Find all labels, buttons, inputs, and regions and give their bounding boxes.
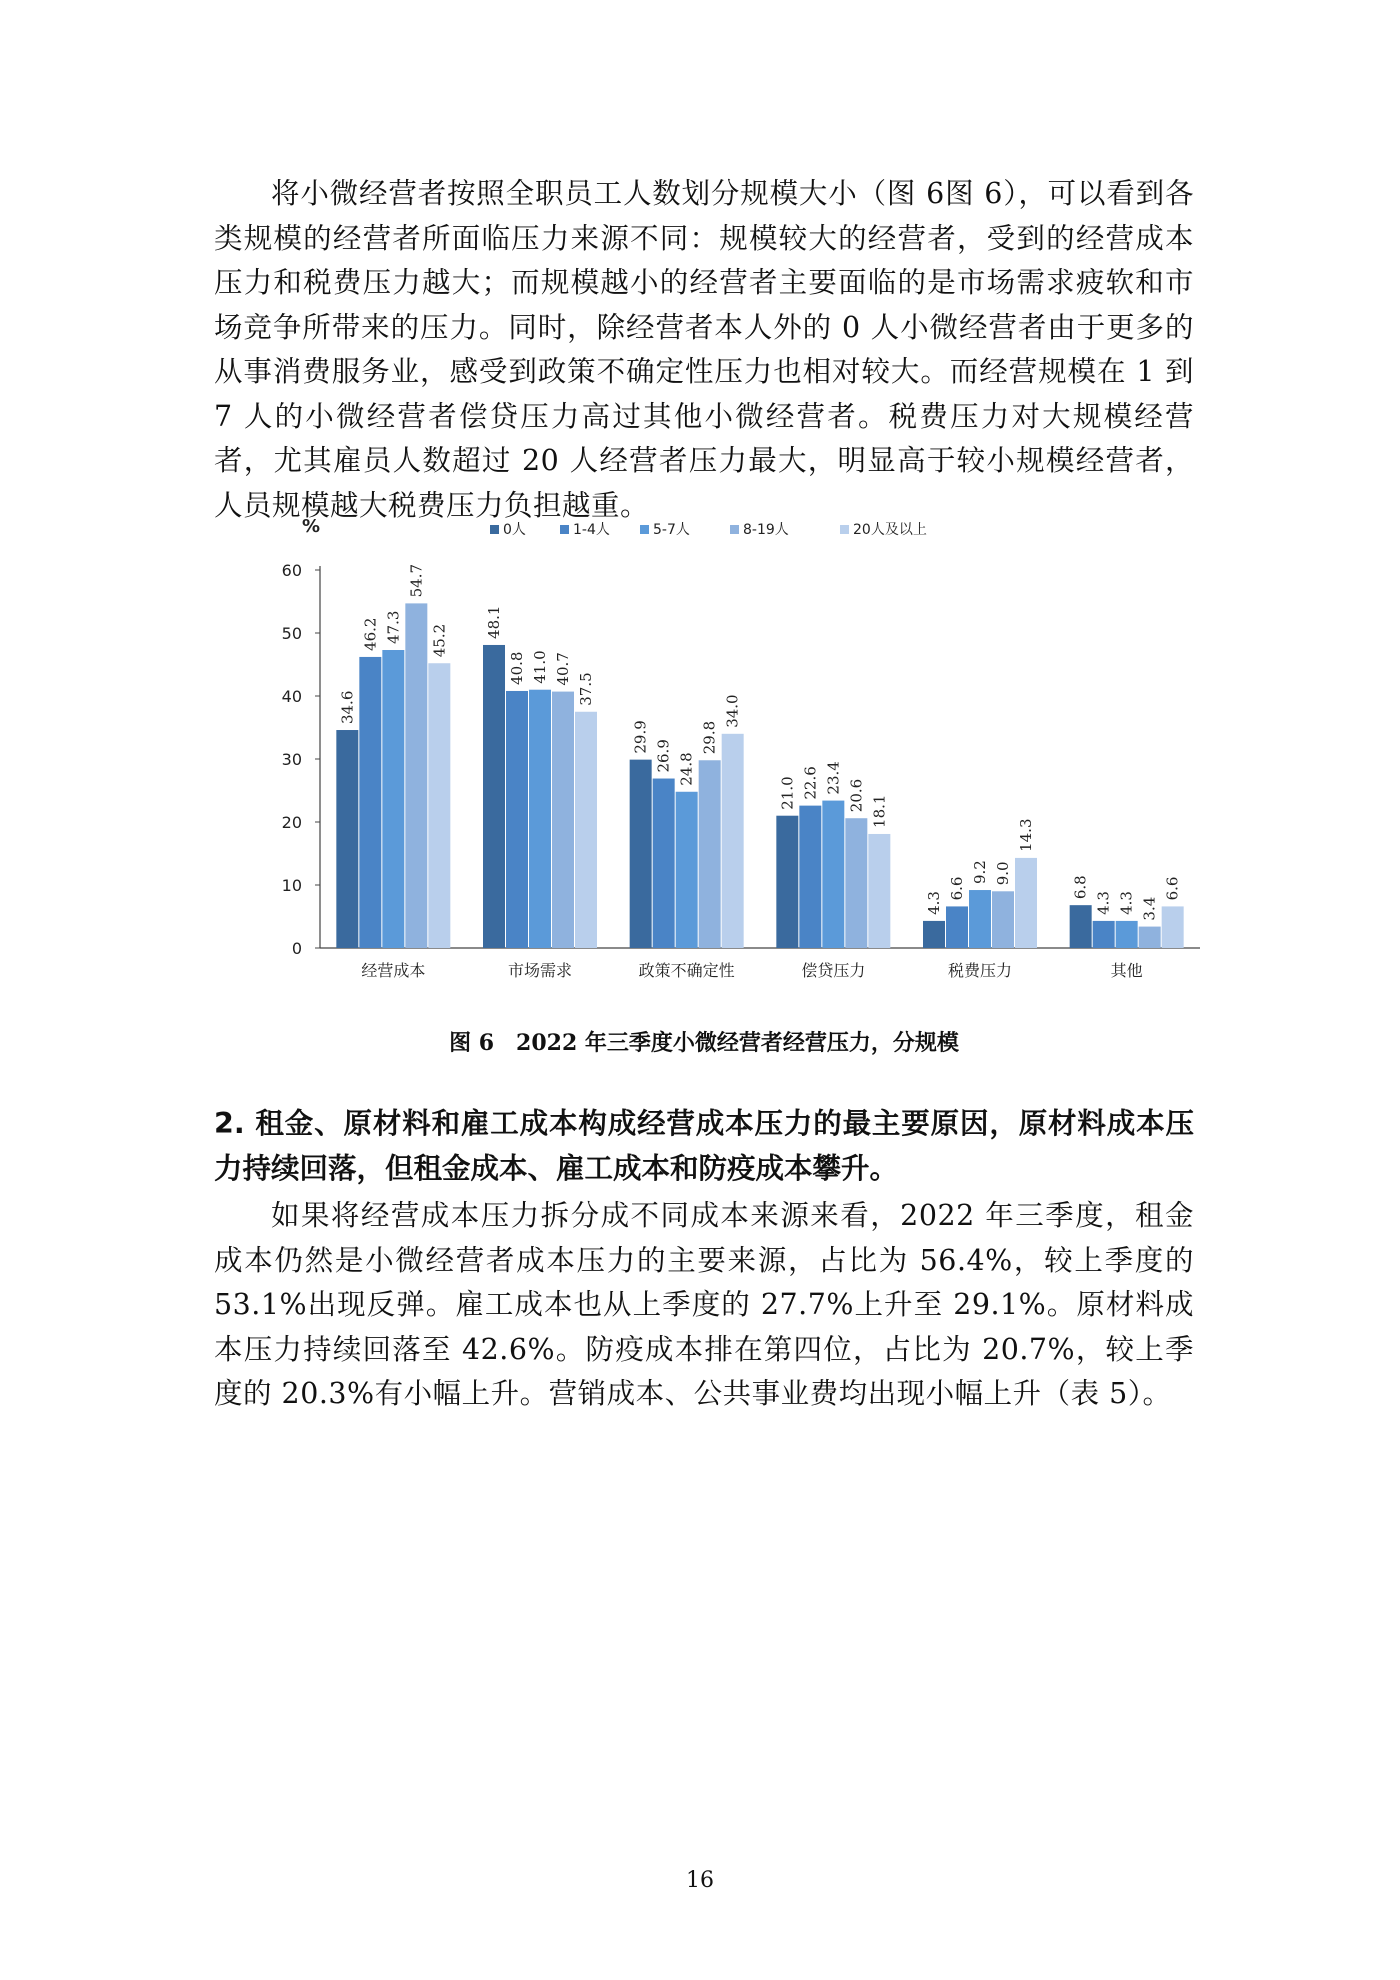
pressure-by-size-chart [270, 510, 1210, 1000]
bar-value-label: 26.9 [654, 739, 673, 773]
bar-value-label: 4.3 [1094, 891, 1113, 915]
bar [529, 690, 551, 948]
bar [428, 663, 450, 948]
x-category-label: 其他 [1110, 961, 1143, 980]
x-category-label: 税费压力 [947, 961, 1013, 980]
bar-value-label: 4.3 [925, 891, 943, 915]
bar [992, 891, 1014, 948]
bar-value-label: 6.6 [948, 876, 966, 901]
bar [969, 890, 991, 948]
legend-swatch [490, 525, 499, 534]
legend-label: 0人 [503, 522, 526, 538]
bar-value-label: 40.8 [508, 651, 526, 685]
bar-value-label: 20.6 [847, 778, 866, 813]
bar [1139, 927, 1161, 948]
bar-value-label: 34.6 [338, 690, 357, 725]
bar [552, 692, 574, 948]
body-paragraph-1: 将小微经营者按照全职员工人数划分规模大小（图 6图 6），可以看到各类规模的经营者所面临压力来源不同：规模较大的经营者，受到的经营成本压力和税费压力越大；而规模越小的经营者主要面临的是市场需求疲软和市场竞争所带来的压力。同时，除经营者本人外的 0 人小微经营者由于更多的从事消费服务业，感受到政策不确定性压力也相对较大。而经营规模在 1 到 7 人的小微经营者偿贷压力高过其他小微经营者。税费压力对大规模经营者，尤其雇员人数超过 20 人经营者压力最大，明显高于较小规模经营者，人员规模越大税费压力负担越重。 [214, 177, 1194, 522]
bar-value-label: 9.2 [971, 860, 989, 885]
bar [653, 779, 675, 948]
bar [722, 734, 744, 948]
bar-value-label: 6.6 [1163, 876, 1182, 901]
bar [946, 906, 968, 948]
bar-value-label: 48.1 [485, 605, 503, 639]
bar [776, 816, 798, 948]
bar-value-label: 45.2 [430, 623, 449, 658]
legend-swatch [730, 525, 739, 534]
legend-label: 20人及以上 [853, 522, 927, 538]
bar [1015, 858, 1037, 948]
bar [359, 657, 381, 948]
bar [822, 801, 844, 948]
y-tick-label: 40 [281, 687, 302, 706]
y-tick-label: 20 [281, 813, 302, 832]
bar [868, 834, 890, 948]
y-unit-label: % [302, 516, 321, 537]
bar [405, 603, 427, 948]
bar [336, 730, 358, 948]
bar-value-label: 41.0 [531, 650, 549, 684]
bar-value-label: 40.7 [554, 652, 572, 686]
bar [699, 760, 721, 948]
bar-value-label: 46.2 [361, 617, 380, 651]
bar-chart-svg [270, 510, 1210, 1000]
bar-value-label: 18.1 [870, 794, 889, 828]
bar-value-label: 54.7 [407, 563, 426, 598]
y-tick-label: 0 [291, 939, 302, 958]
y-tick-label: 50 [281, 624, 302, 643]
bar-value-label: 29.9 [631, 720, 650, 754]
bar [1116, 921, 1138, 948]
bar [1093, 921, 1115, 948]
legend-label: 1-4人 [573, 522, 610, 538]
bar [575, 712, 597, 948]
bar [506, 691, 528, 948]
bar [630, 760, 652, 948]
y-tick-label: 30 [281, 750, 302, 769]
bar [1162, 906, 1184, 948]
legend-swatch [640, 525, 649, 534]
bar-value-label: 23.4 [824, 761, 843, 795]
x-category-label: 市场需求 [507, 961, 573, 980]
bar [676, 792, 698, 948]
bar-value-label: 29.8 [700, 720, 719, 755]
bar-value-label: 3.4 [1140, 896, 1159, 921]
legend-swatch [560, 525, 569, 534]
x-category-label: 经营成本 [361, 961, 426, 980]
bar-value-label: 9.0 [994, 861, 1012, 886]
body-paragraph-2: 如果将经营成本压力拆分成不同成本来源来看，2022 年三季度，租金成本仍然是小微经营者成本压力的主要来源，占比为 56.4%，较上季度的 53.1%出现反弹。雇工成本也从上季度的 27.7%上升至 29.1%。原材料成本压力持续回落至 42.6%。防疫成本排在第四位，占比为 20.7%，较上季度的 20.3%有小幅上升。营销成本、公共事业费均出现小幅上升（表 5）。 [214, 1199, 1194, 1410]
y-tick-label: 10 [281, 876, 302, 895]
bar [923, 921, 945, 948]
bar-value-label: 24.8 [677, 752, 696, 786]
bar-value-label: 22.6 [801, 766, 820, 800]
bar [845, 818, 867, 948]
bar [483, 645, 505, 948]
y-tick-label: 60 [281, 561, 302, 580]
figure-caption: 图 6 2022 年三季度小微经营者经营压力，分规模 [449, 1030, 959, 1056]
section-heading: 2. 租金、原材料和雇工成本构成经营成本压力的最主要原因，原材料成本压力持续回落，但租金成本、雇工成本和防疫成本攀升。 [214, 1107, 1194, 1185]
bar-value-label: 21.0 [778, 776, 797, 810]
bar [1070, 905, 1092, 948]
bar-value-label: 14.3 [1017, 818, 1035, 852]
bar-value-label: 34.0 [723, 694, 742, 728]
x-category-label: 偿贷压力 [801, 961, 866, 980]
bar-value-label: 4.3 [1117, 891, 1136, 915]
page-number: 16 [686, 1868, 714, 1893]
x-category-label: 政策不确定性 [638, 961, 735, 980]
legend-swatch [840, 525, 849, 534]
legend-label: 5-7人 [653, 522, 690, 538]
bar-value-label: 47.3 [384, 610, 403, 645]
bar [799, 806, 821, 948]
bar [382, 650, 404, 948]
bar-value-label: 6.8 [1071, 875, 1090, 900]
bar-value-label: 37.5 [577, 672, 595, 706]
legend-label: 8-19人 [743, 522, 789, 538]
